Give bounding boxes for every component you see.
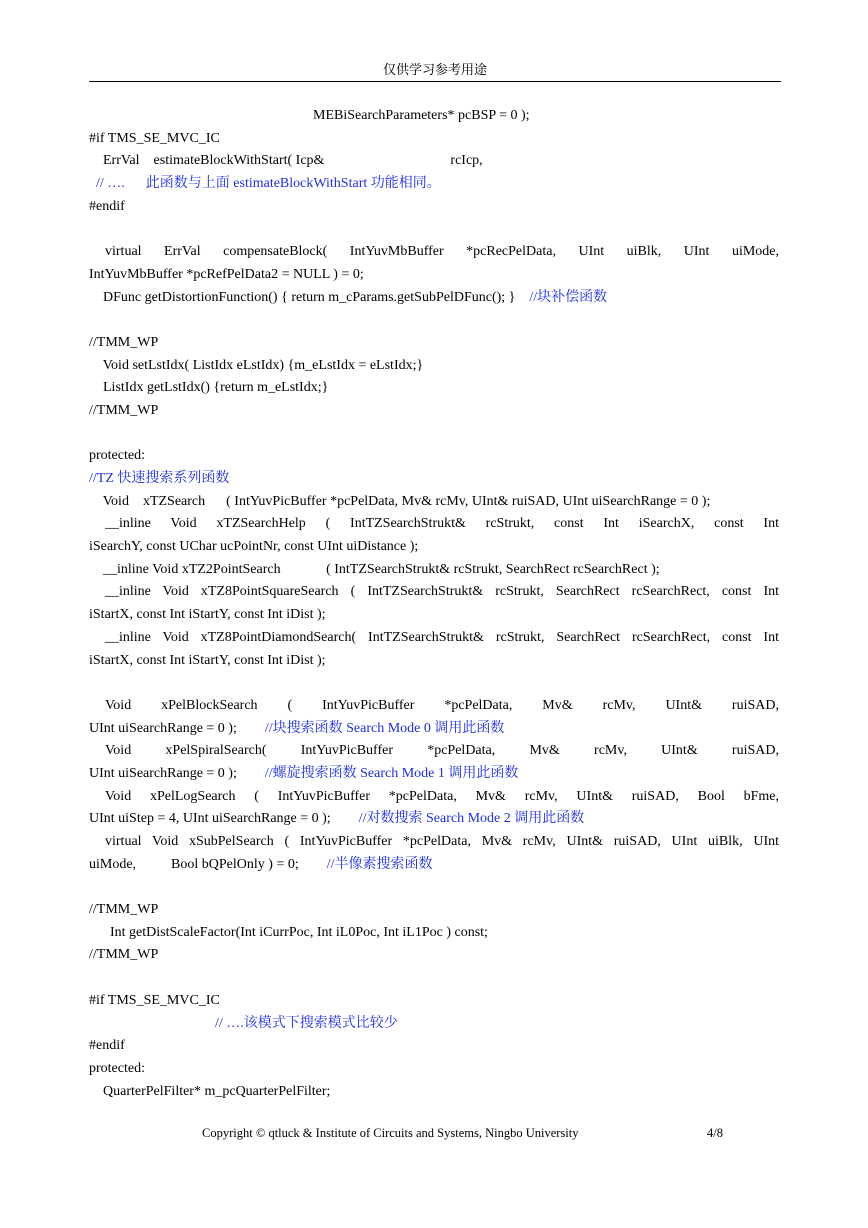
- code-line: protected:: [89, 1060, 145, 1076]
- code-line: //TMM_WP: [89, 947, 159, 963]
- code-line-continuation: [89, 763, 779, 786]
- code-text: Void xPelSpiralSearch( IntYuvPicBuffer *pcPelData, Mv& rcMv, UInt& ruiSAD,: [105, 743, 779, 759]
- code-line: [89, 831, 779, 854]
- code-line-continuation: iSearchY, const UChar ucPointNr, const UInt uiDistance );: [89, 539, 419, 555]
- blank-line: [89, 876, 779, 899]
- code-line: ErrVal estimateBlockWithStart( Icp& rcIcp,: [89, 153, 483, 169]
- code-line: [89, 627, 779, 650]
- code-comment: //螺旋搜索函数 Search Mode 1 调用此函数: [264, 765, 519, 781]
- code-document-body: [89, 105, 779, 1103]
- code-line: #endif: [89, 198, 125, 214]
- code-line: [89, 581, 779, 604]
- code-comment: //半像素搜索函数: [326, 856, 433, 872]
- code-text: Void xPelLogSearch ( IntYuvPicBuffer *pcPelData, Mv& rcMv, UInt& ruiSAD, Bool bFme,: [105, 788, 779, 804]
- code-line: #if TMS_SE_MVC_IC: [89, 130, 220, 146]
- code-line-continuation: IntYuvMbBuffer *pcRefPelData2 = NULL ) = 0;: [89, 266, 364, 282]
- code-line: [89, 241, 779, 264]
- code-line: QuarterPelFilter* m_pcQuarterPelFilter;: [89, 1083, 331, 1099]
- code-line: #endif: [89, 1038, 125, 1054]
- code-line-continuation: iStartX, const Int iStartY, const Int iDist );: [89, 652, 326, 668]
- code-line-continuation: [89, 808, 779, 831]
- code-text: __inline Void xTZ8PointDiamondSearch( IntTZSearchStrukt& rcStrukt, SearchRect rcSearchRect, const Int: [105, 629, 779, 645]
- code-text: virtual ErrVal compensateBlock( IntYuvMbBuffer *pcRecPelData, UInt uiBlk, UInt uiMode,: [105, 244, 779, 260]
- code-comment: //TZ 快速搜索系列函数: [89, 471, 230, 486]
- code-line: __inline Void xTZ2PointSearch ( IntTZSearchStrukt& rcStrukt, SearchRect rcSearchRect );: [89, 561, 660, 577]
- code-line: [89, 695, 779, 718]
- code-text: UInt uiSearchRange = 0 );: [89, 720, 265, 736]
- code-line: //TMM_WP: [89, 334, 159, 350]
- code-line: MEBiSearchParameters* pcBSP = 0 );: [89, 108, 530, 123]
- code-line: [89, 786, 779, 809]
- code-line: [89, 287, 779, 310]
- page-header: 仅供学习参考用途: [382, 62, 487, 77]
- code-text: UInt uiStep = 4, UInt uiSearchRange = 0 );: [89, 811, 359, 827]
- code-comment: // ….该模式下搜索模式比较少: [89, 1015, 398, 1031]
- code-line: Void setLstIdx( ListIdx eLstIdx) {m_eLstIdx = eLstIdx;}: [89, 357, 424, 373]
- blank-line: [89, 423, 779, 446]
- code-text: virtual Void xSubPelSearch ( IntYuvPicBuffer *pcPelData, Mv& rcMv, UInt& ruiSAD, UInt uiBlk, UInt: [105, 834, 779, 849]
- code-line-continuation: [89, 718, 779, 741]
- blank-line: [89, 672, 779, 695]
- code-line: [89, 513, 779, 536]
- code-text: __inline Void xTZSearchHelp ( IntTZSearchStrukt& rcStrukt, const Int iSearchX, const Int: [105, 516, 779, 532]
- code-line: Void xTZSearch ( IntYuvPicBuffer *pcPelData, Mv& rcMv, UInt& ruiSAD, UInt uiSearchRange = 0 );: [89, 493, 711, 509]
- blank-line: [89, 967, 779, 990]
- code-line: protected:: [89, 448, 145, 464]
- header-rule: [89, 81, 781, 82]
- blank-line: [89, 218, 779, 241]
- code-line: ListIdx getLstIdx() {return m_eLstIdx;}: [89, 380, 329, 396]
- code-line: #if TMS_SE_MVC_IC: [89, 992, 220, 1008]
- code-text: Void xPelBlockSearch ( IntYuvPicBuffer *pcPelData, Mv& rcMv, UInt& ruiSAD,: [105, 697, 779, 713]
- code-comment: //对数搜索 Search Mode 2 调用此函数: [358, 811, 585, 827]
- code-text: DFunc getDistortionFunction() { return m_cParams.getSubPelDFunc(); }: [89, 289, 530, 305]
- code-line: Int getDistScaleFactor(Int iCurrPoc, Int iL0Poc, Int iL1Poc ) const;: [89, 924, 488, 940]
- page-number: 4/8: [707, 1126, 723, 1140]
- code-text: __inline Void xTZ8PointSquareSearch ( IntTZSearchStrukt& rcStrukt, SearchRect rcSearchRect, const Int: [105, 584, 779, 600]
- code-line: [89, 740, 779, 763]
- code-comment: //块补偿函数: [529, 289, 608, 305]
- code-line-continuation: iStartX, const Int iStartY, const Int iDist );: [89, 607, 326, 623]
- footer-copyright: Copyright © qtluck & Institute of Circuits and Systems, Ningbo University: [202, 1126, 579, 1140]
- code-line-continuation: [89, 854, 779, 877]
- code-text: uiMode, Bool bQPelOnly ) = 0;: [89, 856, 327, 872]
- code-comment: //块搜索函数 Search Mode 0 调用此函数: [264, 720, 505, 736]
- code-comment: // …. 此函数与上面 estimateBlockWithStart 功能相同。: [89, 176, 441, 192]
- blank-line: [89, 309, 779, 332]
- code-line: //TMM_WP: [89, 902, 159, 918]
- code-text: UInt uiSearchRange = 0 );: [89, 765, 265, 781]
- code-line: //TMM_WP: [89, 402, 159, 418]
